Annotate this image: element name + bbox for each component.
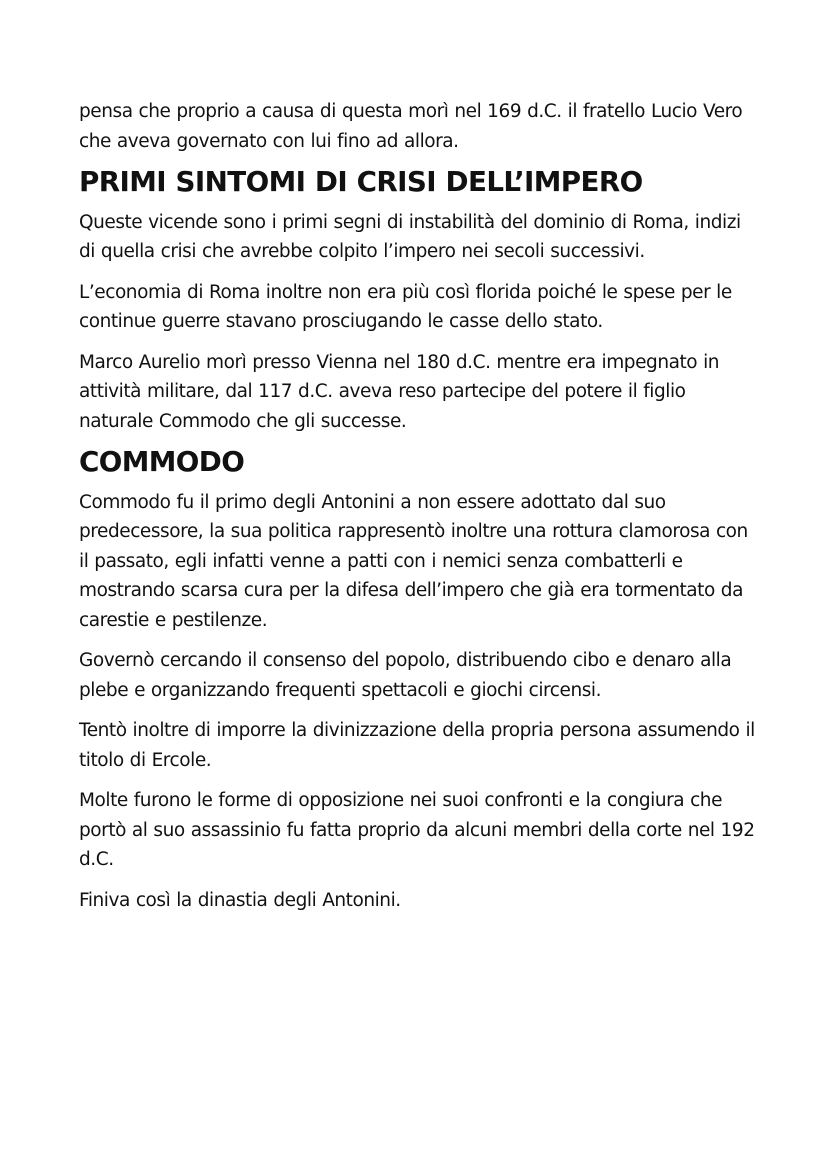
section-heading-crisi: PRIMI SINTOMI DI CRISI DELL’IMPERO [79,165,643,198]
paragraph-fine-dinastia: Finiva così la dinastia degli Antonini. [79,889,401,911]
paragraph-congiura: Molte furono le forme di opposizione nei suoi confronti e la congiura che portò al suo assassinio fu fatta proprio da alcuni membri della corte nel 192 d.C. [79,790,755,870]
paragraph-commodo-politica: Commodo fu il primo degli Antonini a non essere adottato dal suo predecessore, la sua politica rappresentò inoltre una rottura clamorosa con il passato, egli infatti venne a patti con i nemici senza combatterli e mostrando scarsa cura per la difesa dell’impero che già era tormentato da carestie e pestilenze. [79,491,748,631]
document-body [79,97,759,926]
paragraph-consenso-popolo: Governò cercando il consenso del popolo, distribuendo cibo e denaro alla plebe e organizzando frequenti spettacoli e giochi circensi. [79,650,732,701]
paragraph-lucio-vero: pensa che proprio a causa di questa morì nel 169 d.C. il fratello Lucio Vero che aveva governato con lui fino ad allora. [79,101,743,152]
paragraph-instabilita: Queste vicende sono i primi segni di instabilità del dominio di Roma, indizi di quella crisi che avrebbe colpito l’impero nei secoli successivi. [79,211,741,262]
paragraph-marco-aurelio: Marco Aurelio morì presso Vienna nel 180 d.C. mentre era impegnato in attività militare, dal 117 d.C. aveva reso partecipe del potere il figlio naturale Commodo che gli successe. [79,351,720,432]
section-heading-commodo: COMMODO [79,445,245,478]
paragraph-divinizzazione: Tentò inoltre di imporre la divinizzazione della propria persona assumendo il titolo di Ercole. [79,720,755,771]
paragraph-economia: L’economia di Roma inoltre non era più così florida poiché le spese per le continue guerre stavano prosciugando le casse dello stato. [79,281,732,332]
